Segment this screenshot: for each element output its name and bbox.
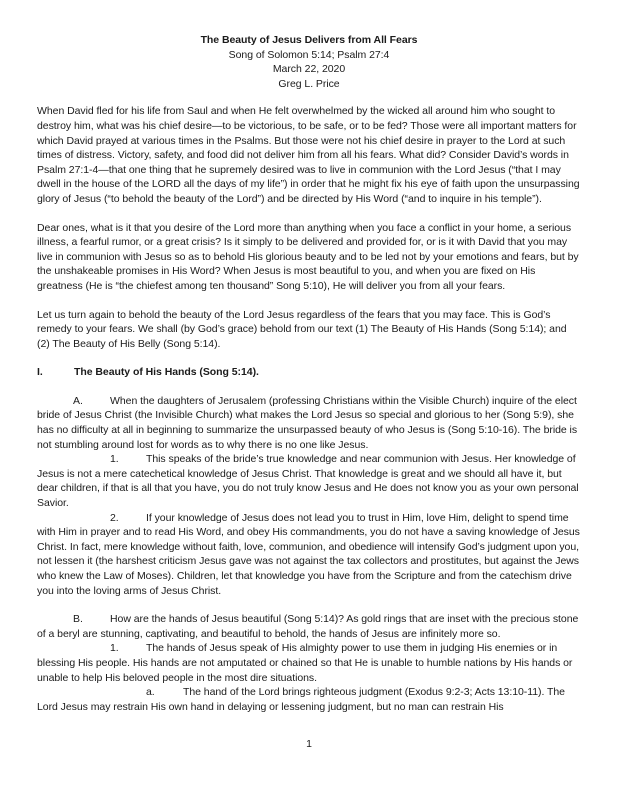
outline-item-text: The hands of Jesus speak of His almighty power to use them in judging His enemies or in blessing His people. His hands are not amputated or chained so that He is unable to humble nations by His hands or unable to help His beloved people in the most dire situations. [37, 642, 573, 684]
intro-paragraph-1: When David fled for his life from Saul and when He felt overwhelmed by the wicked all around him who sought to destroy him, what was his chief desire—to be victorious, to be safe, or to be fed? Those were all important matters for which David prayed at various times in the Psalms. But those were not his chief desire in prayer to the Lord at such times of distress. Victory, safety, and food did not deliver him from all his fears. What did? Consider David’s words in Psalm 27:1-4—that one thing that he supremely desired was to live in communion with the Lord Jesus (“that I may dwell in the house of the LORD all the days of my life”) in order that he might fix his eye of faith upon the unsurpassing glory of Jesus (“to behold the beauty of the Lord”) and be directed by His Word (“and to inquire in his temple”). [37, 105, 580, 205]
outline-label: 1. [110, 453, 119, 466]
outline-label: 1. [110, 642, 119, 655]
sermon-date: March 22, 2020 [272, 63, 346, 76]
document-title: The Beauty of Jesus Delivers from All Fears [200, 34, 418, 46]
outline-label: a. [146, 686, 155, 699]
intro-paragraph-2: Dear ones, what is it that you desire of the Lord more than anything when you face a conflict in your home, a serious illness, a fearful rumor, or a great crisis? Is it simply to be delivered and provided for, or is it with David that you may live in communion with Jesus so as to behold His glorious beauty and to be led not by your emotions and fears, but by the unshakeable promises in His Word? When Jesus is most beautiful to you, and when you are fixed on His greatness (He is “the chiefest among ten thousand” Song 5:10), He will deliver you from all your fears. [37, 221, 579, 292]
tab-spacer [37, 520, 110, 521]
tab-spacer [37, 694, 146, 695]
outline-label: B. [73, 613, 83, 626]
scripture-reference: Song of Solomon 5:14; Psalm 27:4 [228, 48, 390, 61]
tab-spacer [37, 461, 110, 462]
outline-item-A2 [37, 511, 581, 599]
outline-item-B1 [37, 641, 581, 685]
outline-item-B1a [37, 685, 581, 714]
outline-heading-I [37, 365, 581, 380]
outline-item-A [37, 394, 581, 452]
outline-label: 2. [110, 511, 119, 524]
tab-spacer [37, 621, 73, 622]
outline-label: I. [37, 366, 43, 379]
intro-paragraph-3: Let us turn again to behold the beauty of the Lord Jesus regardless of the fears that you may face. This is God’s remedy to your fears. We shall (by God’s grace) behold from our text (1) The Beauty of His Hands (Song 5:14); and (2) The Beauty of His Belly (Song 5:14). [37, 308, 567, 350]
outline-item-text: When the daughters of Jerusalem (professing Christians within the Visible Church) inquire of the elect bride of Jesus Christ (the Invisible Church) what makes the Lord Jesus so special and glorious to her (Song 5:9), she has no difficulty at all in beginning to summarize the unsurpassed beauty of who Jesus is (Song 5:10-16). The bride is not stumbling around lost for words as to why there is no one like Jesus. [37, 394, 578, 451]
outline-item-A1 [37, 452, 581, 510]
outline-item-text: How are the hands of Jesus beautiful (Song 5:14)? As gold rings that are inset with the precious stone of a beryl are stunning, captivating, and beautiful to behold, the hands of Jesus are infinitely more so. [37, 613, 579, 640]
outline-label: A. [73, 394, 83, 407]
page-number: 1 [306, 738, 312, 751]
author-name: Greg L. Price [278, 77, 340, 90]
document-header [37, 33, 581, 91]
tab-spacer [37, 650, 110, 651]
outline-item-B [37, 612, 581, 641]
outline-heading-text: The Beauty of His Hands (Song 5:14). [74, 366, 259, 379]
outline-item-text: If your knowledge of Jesus does not lead you to trust in Him, love Him, delight to spend time with Him in prayer and to read His Word, and obey His commandments, you do not have a saving knowledge of Jesus Christ. In fact, mere knowledge without faith, love, communion, and obedience will intensify God’s judgment upon you, not lessen it (the harshest criticism Jesus gave was not against the tax collectors and prostitutes, but against the Jews who knew the Law of Moses). Children, let that knowledge you have from the Scripture and from the catechism drive you into the loving arms of Jesus Christ. [37, 511, 580, 597]
outline-item-text: The hand of the Lord brings righteous judgment (Exodus 9:2-3; Acts 13:10-11). The Lord Jesus may restrain His own hand in delaying or lessening judgment, but no man can restrain His [37, 686, 565, 713]
tab-spacer [37, 403, 73, 404]
outline-item-text: This speaks of the bride’s true knowledge and near communion with Jesus. Her knowledge of Jesus is not a mere catechetical knowledge of Jesus Christ. That knowledge is great and we should all have it, but dear children, if that is all that you have, you do not truly know Jesus and He does not know you as your own personal Savior. [37, 453, 579, 510]
